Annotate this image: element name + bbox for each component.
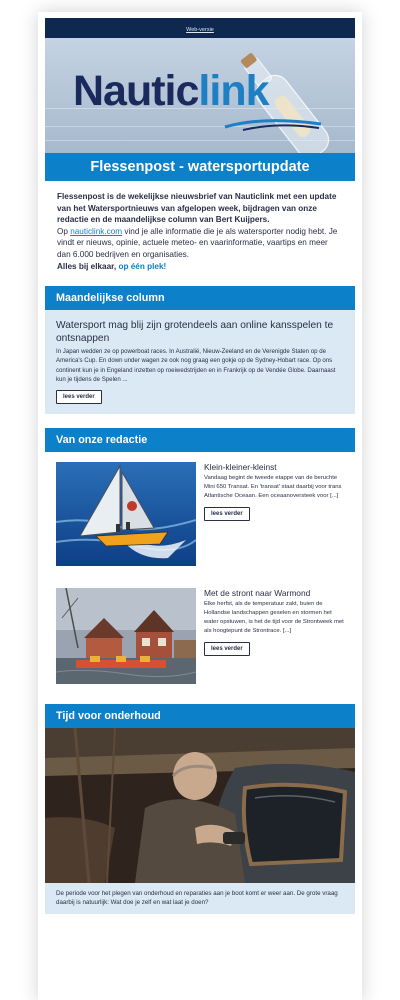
intro-lead: Flessenpost is de wekelijkse nieuwsbrief van Nauticlink met een update van het Watersportnieuws van afgelopen week, bijdragen van onze redactie en de maandelijkse column van Bert Kuijpers. xyxy=(57,192,337,225)
intro-text xyxy=(45,181,355,280)
nauticlink-logo: Nauticlink xyxy=(73,67,269,115)
intro-body: Op nauticlink.com vind je alle informatie die je als watersporter nodig hebt. Je vindt er nieuws, opinie, actuele meteo- en vaarinformatie, vaartips en meer dan 6.000 bedrijven en organisaties. xyxy=(57,226,338,259)
web-version-link[interactable]: Web-versie xyxy=(186,27,214,33)
newsletter xyxy=(45,18,355,1000)
article-body xyxy=(204,462,344,578)
houses-canal-image[interactable] xyxy=(56,588,196,684)
article-title[interactable]: Met de stront naar Warmond xyxy=(204,587,311,598)
hero-banner xyxy=(45,38,355,153)
section-monthly-column: Maandelijkse column xyxy=(45,286,355,310)
boat-maintenance-image[interactable] xyxy=(45,728,355,883)
title-band xyxy=(45,153,355,181)
article-card xyxy=(45,578,355,704)
intro-slogan: Alles bij elkaar, op één plek! xyxy=(57,261,167,271)
column-excerpt: In Japan wedden ze op powerboat races. In Australië, Nieuw-Zeeland en de Verenigde Staten op de America's Cup. En down under wagen ze ook nog graag een gokje op de Sydney-Hobart race. Op ons continent kun je in Engeland inzetten op roeiwedstrijden en in Frankrijk op de Vendée Globe. Daarnaast kun je tijdens de Spelen ... xyxy=(56,348,336,383)
article-title[interactable]: Klein-kleiner-kleinst xyxy=(204,461,277,472)
article-excerpt: Vandaag begint de tweede etappe van de beruchte Mini 650 Transat. En 'transat' staat daarbij voor trans Atlantische Oceaan. Een oceaanoversteek voor [...] xyxy=(204,474,342,499)
slogan-link[interactable]: op één plek! xyxy=(118,261,167,271)
logo-swoosh-icon xyxy=(223,118,323,132)
article-body xyxy=(204,588,344,704)
top-bar xyxy=(45,18,355,38)
section-editorial: Van onze redactie xyxy=(45,428,355,452)
nauticlink-site-link[interactable]: nauticlink.com xyxy=(70,226,123,236)
monthly-column-card xyxy=(45,310,355,414)
section-maintenance: Tijd voor onderhoud xyxy=(45,704,355,728)
column-title[interactable]: Watersport mag blij zijn grotendeels aan online kansspelen te ontsnappen xyxy=(56,320,334,344)
article-excerpt: Elke herfst, als de temperatuur zakt, buien de Hollandse landschappen geselen en stormen het water opstuwen, is het de tijd voor de Strontweek met als hoogtepunt de Strontrace. [...] xyxy=(204,600,344,634)
newsletter-title: Flessenpost - watersportupdate xyxy=(90,159,310,175)
article-read-more-button[interactable]: lees verder xyxy=(204,642,250,656)
sailboat-image[interactable] xyxy=(56,462,196,566)
maintenance-caption: De periode voor het plegen van onderhoud en reparaties aan je boot komt er weer aan. De grote vraag daarbij is natuurlijk: Wat doe je zelf en wat laat je doen? xyxy=(45,883,355,914)
column-read-more-button[interactable]: lees verder xyxy=(56,390,102,404)
article-card xyxy=(45,452,355,578)
article-read-more-button[interactable]: lees verder xyxy=(204,507,250,521)
